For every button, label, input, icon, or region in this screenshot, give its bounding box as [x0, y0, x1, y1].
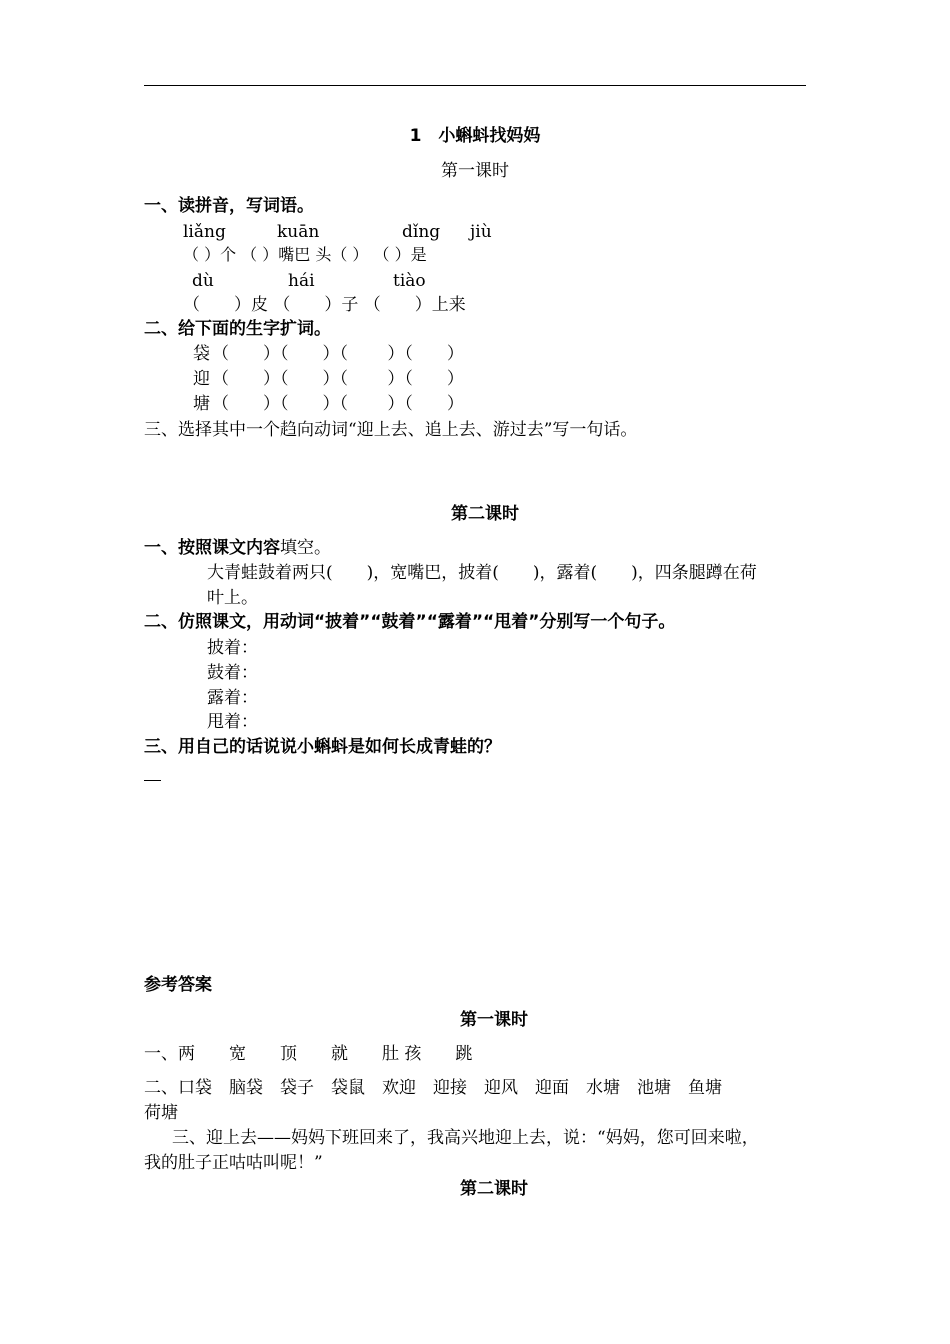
l2-question-1 — [144, 540, 331, 557]
answers-heading: 参考答案 — [144, 975, 212, 995]
blanks-row-1: （ ）个 （ ）嘴巴 头（ ） （ ）是 — [183, 245, 427, 264]
l2-question-2: 二、仿照课文，用动词“披着”“鼓着”“露着”“甩着”分别写一个句子。 — [144, 612, 676, 632]
expand-char: 塘 — [193, 394, 210, 414]
verb-line: 甩着： — [207, 712, 258, 732]
verb-line: 鼓着： — [207, 663, 258, 683]
verb-line: 露着： — [207, 688, 258, 708]
expand-blanks: （ ）（ ）（ ）（ ） — [212, 369, 464, 389]
l2-question-1-bold: 一、按照课文内容 — [144, 538, 280, 558]
blanks-row-2: （ ）皮 （ ）子 （ ）上来 — [183, 295, 466, 315]
answers-period2: 第二课时 — [460, 1179, 528, 1199]
answer-2-line-1: 二、口袋 脑袋 袋子 袋鼠 欢迎 迎接 迎风 迎面 水塘 池塘 鱼塘 — [144, 1078, 722, 1098]
answer-3-line-2: 我的肚子正咕咕叫呢！” — [144, 1153, 323, 1173]
fill-line-2: 叶上。 — [207, 588, 258, 608]
pinyin-ding: dǐng — [402, 222, 441, 242]
expand-char: 迎 — [193, 369, 210, 389]
question-1: 一、读拼音，写词语。 — [144, 196, 314, 216]
verb-line: 披着： — [207, 638, 258, 658]
answer-3-line-1: 三、迎上去——妈妈下班回来了，我高兴地迎上去，说：“妈妈，您可回来啦， — [172, 1128, 759, 1148]
answer-2-line-2: 荷塘 — [144, 1103, 178, 1123]
pinyin-du: dù — [192, 271, 214, 291]
pinyin-tiao: tiào — [393, 271, 426, 291]
expand-char: 袋 — [193, 344, 210, 364]
pinyin-liang: liǎng — [183, 222, 226, 242]
l2-question-1-rest: 填空。 — [280, 538, 331, 558]
header-rule — [144, 85, 806, 86]
expand-blanks: （ ）（ ）（ ）（ ） — [212, 344, 464, 364]
lesson-title: 1 小蝌蚪找妈妈 — [409, 126, 541, 146]
pinyin-jiu: jiù — [470, 222, 492, 242]
dash-mark — [144, 780, 161, 781]
question-3: 三、选择其中一个趋向动词“迎上去、追上去、游过去”写一句话。 — [144, 420, 638, 440]
question-2: 二、给下面的生字扩词。 — [144, 319, 331, 339]
answers-period1: 第一课时 — [460, 1010, 528, 1030]
pinyin-kuan: kuān — [277, 222, 320, 242]
answer-1: 一、两 宽 顶 就 肚 孩 跳 — [144, 1044, 473, 1064]
pinyin-hai: hái — [288, 271, 315, 291]
period1-heading: 第一课时 — [441, 161, 509, 181]
fill-line-1: 大青蛙鼓着两只( )，宽嘴巴，披着( )，露着( )，四条腿蹲在荷 — [207, 563, 757, 583]
expand-blanks: （ ）（ ）（ ）（ ） — [212, 394, 464, 414]
period2-heading: 第二课时 — [451, 504, 519, 524]
l2-question-3: 三、用自己的话说说小蝌蚪是如何长成青蛙的？ — [144, 737, 501, 757]
